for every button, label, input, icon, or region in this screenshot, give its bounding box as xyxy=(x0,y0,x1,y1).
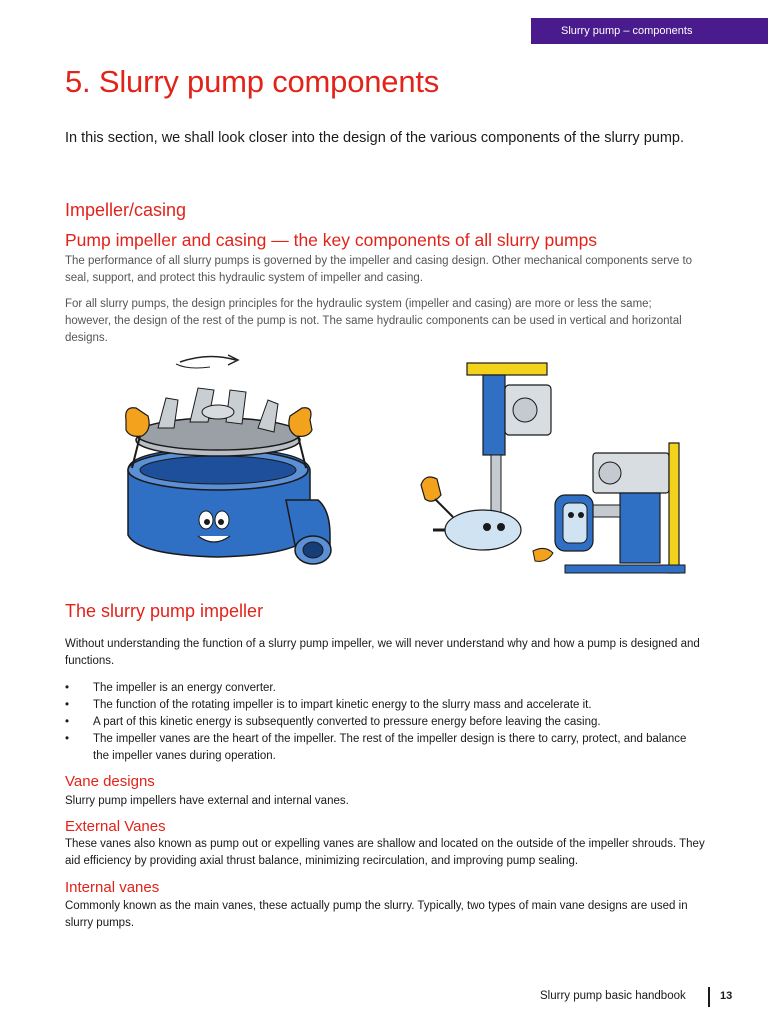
impeller-section-heading: The slurry pump impeller xyxy=(65,601,264,621)
impeller-casing-paragraph-2: For all slurry pumps, the design principles for the hydraulic system (impeller and casing) are more or less the same; however, the design of the rest of the pump is not. The same hydraulic components can be used in vertical and horizontal designs. xyxy=(65,298,682,344)
chapter-title: 5. Slurry pump components xyxy=(65,64,440,99)
impeller-section-paragraph: Without understanding the function of a slurry pump impeller, we will never understand why and how a pump is designed and functions. xyxy=(65,638,700,667)
section-tag: Slurry pump – components xyxy=(531,18,768,44)
footer-divider xyxy=(708,987,710,1007)
vane-designs-heading: Vane designs xyxy=(65,773,155,790)
list-item-text: A part of this kinetic energy is subsequently converted to pressure energy before leaving the casing. xyxy=(93,716,601,728)
external-vanes-heading: External Vanes xyxy=(65,818,166,835)
external-vanes-text: These vanes also known as pump out or expelling vanes are shallow and located on the outside of the impeller shrouds. They aid efficiency by providing axial thrust balance, minimizing recirculation, and improving pump sealing. xyxy=(65,838,705,867)
internal-vanes-heading: Internal vanes xyxy=(65,879,160,896)
internal-vanes-text: Commonly known as the main vanes, these actually pump the slurry. Typically, two types of main vane designs are used in slurry pumps. xyxy=(65,900,688,929)
footer-handbook-title: Slurry pump basic handbook xyxy=(540,990,686,1002)
impeller-bullet-list xyxy=(65,680,705,765)
bullet-glyph: • xyxy=(65,699,70,711)
list-item-text: The function of the rotating impeller is to impart kinetic energy to the slurry mass and accelerate it. xyxy=(93,699,592,711)
vane-designs-text: Slurry pump impellers have external and internal vanes. xyxy=(65,795,349,807)
list-item xyxy=(65,680,705,697)
impeller-casing-paragraph-1: The performance of all slurry pumps is governed by the impeller and casing design. Other mechanical components serve to seal, support, and protect this hydraulic system of impeller and casing. xyxy=(65,255,693,284)
vertical-horizontal-pumps-illustration xyxy=(415,355,690,580)
list-item-text: The impeller is an energy converter. xyxy=(93,682,276,694)
impeller-casing-illustration xyxy=(118,350,333,575)
list-item xyxy=(65,697,705,714)
impeller-casing-subheading: Pump impeller and casing — the key components of all slurry pumps xyxy=(65,230,598,250)
impeller-casing-heading: Impeller/casing xyxy=(65,200,187,220)
bullet-glyph: • xyxy=(65,716,70,728)
page-number: 13 xyxy=(720,990,733,1002)
intro-paragraph: In this section, we shall look closer into the design of the various components of the slurry pump. xyxy=(65,130,684,146)
list-item-text: The impeller vanes are the heart of the impeller. The rest of the impeller design is there to carry, protect, and balance the impeller vanes during operation. xyxy=(93,733,687,762)
bullet-glyph: • xyxy=(65,733,70,745)
bullet-glyph: • xyxy=(65,682,70,694)
list-item xyxy=(65,714,705,731)
list-item xyxy=(65,731,705,765)
